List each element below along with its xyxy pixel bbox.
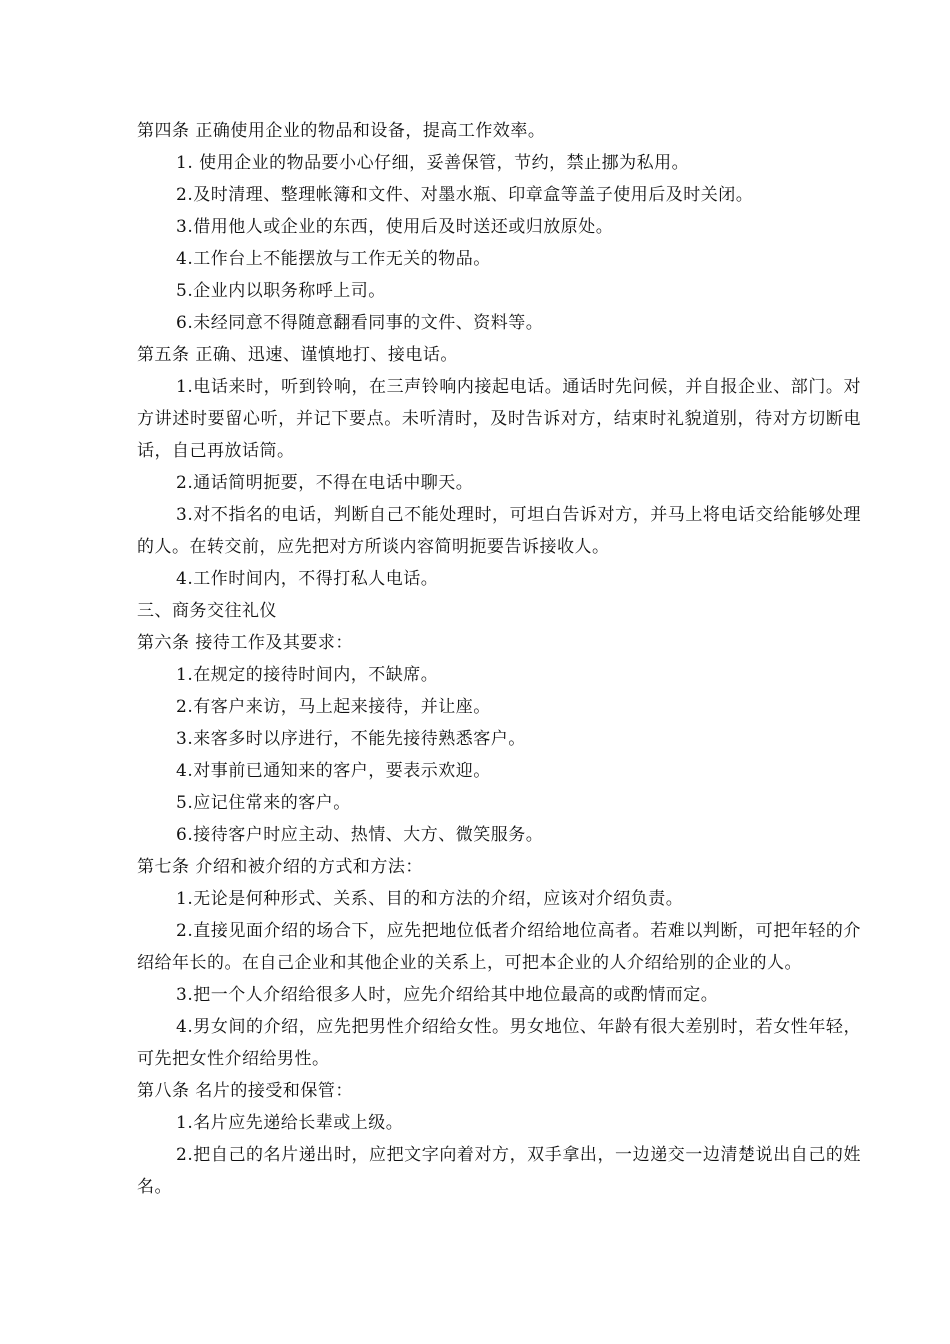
article-8-heading: 第八条 名片的接受和保管： — [137, 1081, 353, 1101]
article-4-item-6: 6.未经同意不得随意翻看同事的文件、资料等。 — [176, 313, 544, 333]
article-6-heading: 第六条 接待工作及其要求： — [137, 633, 353, 653]
article-6-item-2: 2.有客户来访，马上起来接待，并让座。 — [176, 697, 491, 717]
article-6-item-6: 6.接待客户时应主动、热情、大方、微笑服务。 — [176, 825, 544, 845]
article-5-item-4: 4.工作时间内，不得打私人电话。 — [176, 569, 439, 589]
article-4-item-4: 4.工作台上不能摆放与工作无关的物品。 — [176, 249, 491, 269]
document-body — [137, 115, 861, 1203]
article-4-item-3: 3.借用他人或企业的东西，使用后及时送还或归放原处。 — [176, 217, 614, 237]
article-4-item-2: 2.及时清理、整理帐簿和文件、对墨水瓶、印章盒等盖子使用后及时关闭。 — [176, 185, 754, 205]
article-6-item-3: 3.来客多时以序进行，不能先接待熟悉客户。 — [176, 729, 526, 749]
section-3-heading: 三、商务交往礼仪 — [137, 601, 277, 621]
article-4-item-1: 1. 使用企业的物品要小心仔细，妥善保管，节约，禁止挪为私用。 — [176, 153, 690, 173]
article-7-heading: 第七条 介绍和被介绍的方式和方法： — [137, 857, 423, 877]
article-7-item-1: 1.无论是何种形式、关系、目的和方法的介绍，应该对介绍负责。 — [176, 889, 684, 909]
article-6-item-5: 5.应记住常来的客户。 — [176, 793, 351, 813]
article-7-item-4: 4.男女间的介绍，应先把男性介绍给女性。男女地位、年龄有很大差别时，若女性年轻，可先把女性介绍给男性。 — [137, 1017, 861, 1069]
article-5-heading: 第五条 正确、迅速、谨慎地打、接电话。 — [137, 345, 458, 365]
article-8-item-1: 1.名片应先递给长辈或上级。 — [176, 1113, 404, 1133]
article-6-item-1: 1.在规定的接待时间内，不缺席。 — [176, 665, 439, 685]
article-5-item-3: 3.对不指名的电话，判断自己不能处理时，可坦白告诉对方，并马上将电话交给能够处理的人。在转交前，应先把对方所谈内容简明扼要告诉接收人。 — [137, 505, 861, 557]
article-8-item-2: 2.把自己的名片递出时，应把文字向着对方，双手拿出，一边递交一边清楚说出自己的姓名。 — [137, 1145, 861, 1197]
article-7-item-3: 3.把一个人介绍给很多人时，应先介绍给其中地位最高的或酌情而定。 — [176, 985, 719, 1005]
article-5-item-1: 1.电话来时，听到铃响，在三声铃响内接起电话。通话时先问候，并自报企业、部门。对方讲述时要留心听，并记下要点。未听清时，及时告诉对方，结束时礼貌道别，待对方切断电话，自己再放话筒。 — [137, 377, 861, 461]
article-5-item-2: 2.通话简明扼要，不得在电话中聊天。 — [176, 473, 474, 493]
article-6-item-4: 4.对事前已通知来的客户，要表示欢迎。 — [176, 761, 491, 781]
article-4-item-5: 5.企业内以职务称呼上司。 — [176, 281, 386, 301]
article-7-item-2: 2.直接见面介绍的场合下，应先把地位低者介绍给地位高者。若难以判断，可把年轻的介绍给年长的。在自己企业和其他企业的关系上，可把本企业的人介绍给别的企业的人。 — [137, 921, 861, 973]
article-4-heading: 第四条 正确使用企业的物品和设备，提高工作效率。 — [137, 121, 546, 141]
